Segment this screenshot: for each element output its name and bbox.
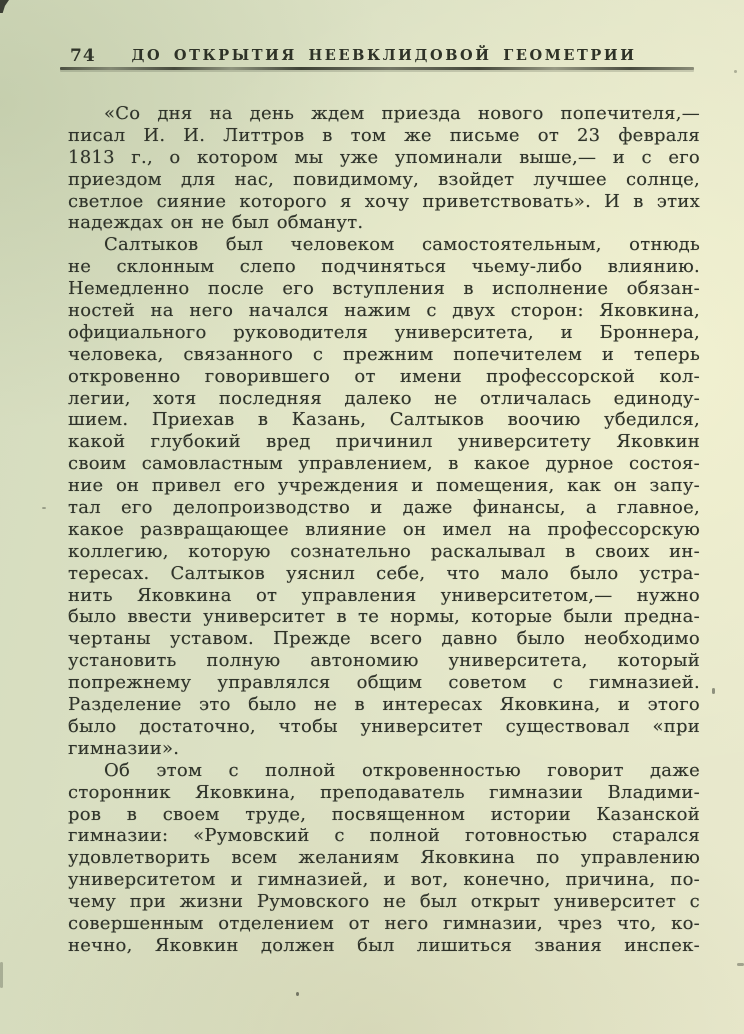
text-line: сторонник Яковкина, преподаватель гимназии Владими- <box>68 781 700 803</box>
text-line: гимназии». <box>68 737 180 759</box>
text-line: надеждах он не был обманут. <box>68 212 364 234</box>
text-line: какой глубокий вред причинил университету Яковкин <box>68 431 700 453</box>
text-line: тал его делопроизводство и даже финансы, а главное, <box>68 497 700 519</box>
text-line: Разделение это было не в интересах Яковкина, и этого <box>68 694 700 716</box>
text-line: ностей на него начался нажим с двух сторон: Яковкина, <box>68 300 700 322</box>
text-line: совершенным отделением от него гимназии, чрез что, ко- <box>68 912 700 934</box>
scan-smudge <box>737 963 744 966</box>
paragraph <box>68 760 700 957</box>
text-line: Салтыков был человеком самостоятельным, отнюдь <box>104 234 700 256</box>
text-line: Об этом с полной откровенностью говорит даже <box>104 759 700 781</box>
text-line: было достаточно, чтобы университет существовал «при <box>68 715 700 737</box>
text-line: какое развращающее влияние он имел на профессорскую <box>68 518 700 540</box>
text-line: Немедленно после его вступления в исполнение обязан- <box>68 278 700 300</box>
text-line: своим самовластным управлением, в какое дурное состоя- <box>68 453 700 475</box>
scan-speck <box>712 688 715 694</box>
text-line: откровенно говорившего от имени профессорской кол- <box>68 365 700 387</box>
paragraph <box>68 234 700 759</box>
text-line: человека, связанного с прежним попечителем и теперь <box>68 343 700 365</box>
scan-corner-mark <box>0 0 9 13</box>
text-line: чертаны уставом. Прежде всего давно было необходимо <box>68 628 700 650</box>
text-line: попрежнему управлялся общим советом с гимназией. <box>68 672 700 694</box>
running-head <box>68 46 700 66</box>
scan-smudge <box>0 962 3 988</box>
text-line: ние он привел его учреждения и помещения, как он запу- <box>68 475 700 497</box>
header-rule <box>60 67 694 70</box>
text-line: нить Яковкина от управления университетом,— нужно <box>68 584 700 606</box>
text-line: университетом и гимназией, и вот, конечно, причина, по- <box>68 869 700 891</box>
page-number: 74 <box>70 46 96 66</box>
text-line: светлое сияние которого я хочу приветствовать». И в этих <box>68 190 700 212</box>
scan-speck <box>42 507 46 509</box>
text-line: официального руководителя университета, и Броннера, <box>68 321 700 343</box>
text-line: коллегию, которую сознательно раскалывал в своих ин- <box>68 540 700 562</box>
scan-speck <box>296 992 299 996</box>
text-line: «Со дня на день ждем приезда нового попечителя,— <box>104 103 700 124</box>
text-line: легии, хотя последняя далеко не отличалась единоду- <box>68 387 700 409</box>
text-line: приездом для нас, повидимому, взойдет лучшее солнце, <box>68 168 700 190</box>
text-line: установить полную автономию университета, который <box>68 650 700 672</box>
text-line: не склонным слепо подчиняться чьему-либо влиянию. <box>68 256 700 278</box>
body-text <box>68 103 700 957</box>
text-line: чему при жизни Румовского не был открыт университет с <box>68 891 700 913</box>
text-line: гимназии: «Румовский с полной готовностью старался <box>68 825 700 847</box>
paragraph <box>68 103 700 234</box>
running-title: ДО ОТКРЫТИЯ НЕЕВКЛИДОВОЙ ГЕОМЕТРИИ <box>131 47 637 64</box>
text-line: тересах. Салтыков уяснил себе, что мало было устра- <box>68 562 700 584</box>
scan-speck <box>734 70 737 73</box>
text-line: было ввести университет в те нормы, которые были предна- <box>68 606 700 628</box>
text-line: удовлетворить всем желаниям Яковкина по управлению <box>68 847 700 869</box>
text-line: 1813 г., о котором мы уже упоминали выше,— и с его <box>68 146 700 168</box>
text-line: писал И. И. Литтров в том же письме от 23 февраля <box>68 124 700 146</box>
text-line: шием. Приехав в Казань, Салтыков воочию убедился, <box>68 409 700 431</box>
text-line: нечно, Яковкин должен был лишиться звания инспек- <box>68 934 700 956</box>
text-line: ров в своем труде, посвященном истории Казанской <box>68 803 700 825</box>
